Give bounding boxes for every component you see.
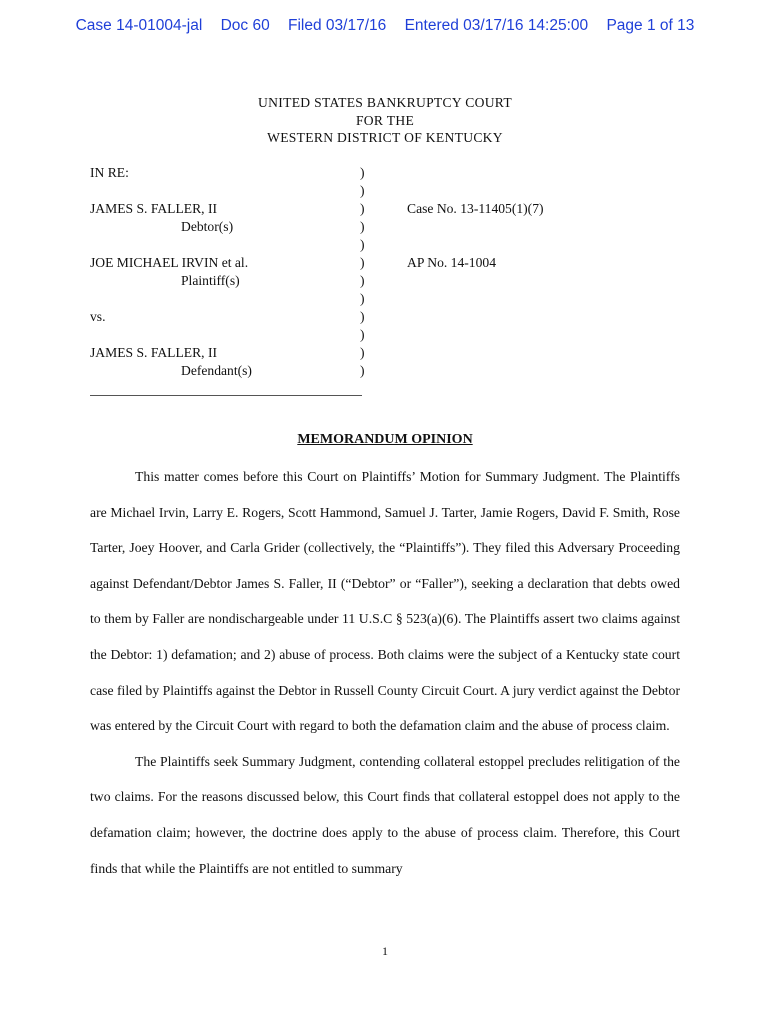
document-title: MEMORANDUM OPINION (297, 432, 473, 447)
caption-paren: ) (360, 255, 365, 270)
caption-paren: ) (360, 201, 365, 216)
caption-row (0, 165, 770, 183)
caption-paren: ) (360, 273, 365, 288)
caption-paren: ) (360, 219, 365, 234)
plaintiff-role: Plaintiff(s) (181, 273, 240, 288)
opinion-body (90, 459, 680, 886)
court-heading (0, 94, 770, 147)
caption-row (0, 273, 770, 291)
filed-date-stamp: Filed 03/17/16 (288, 17, 387, 34)
case-number-stamp: Case 14-01004-jal (75, 17, 203, 34)
body-paragraph: The Plaintiffs seek Summary Judgment, contending collateral estoppel precludes relitigation of the two claims. For the reasons discussed below, this Court finds that collateral estoppel does not apply to the defamation claim; however, the doctrine does apply to the abuse of process claim. Therefore, this Court finds that while the Plaintiffs are not entitled to summary (90, 753, 680, 876)
caption-row (0, 183, 770, 201)
entered-date-stamp: Entered 03/17/16 14:25:00 (404, 17, 589, 34)
court-district: WESTERN DISTRICT OF KENTUCKY (267, 130, 503, 145)
caption-row (0, 201, 770, 219)
body-paragraph: This matter comes before this Court on Plaintiffs’ Motion for Summary Judgment. The Plaintiffs are Michael Irvin, Larry E. Rogers, Scott Hammond, Samuel J. Tarter, Jamie Rogers, David F. Smith, Rose Tarter, Joey Hoover, and Carla Grider (collectively, the “Plaintiffs”). They filed this Adversary Proceeding against Defendant/Debtor James S. Faller, II (“Debtor” or “Faller”), seeking a declaration that debts owed to them by Faller are nondischargeable under 11 U.S.C § 523(a)(6). The Plaintiffs assert two claims against the Debtor: 1) defamation; and 2) abuse of process. Both claims were the subject of a Kentucky state court case filed by Plaintiffs against the Debtor in Russell County Circuit Court. A jury verdict against the Debtor was entered by the Circuit Court with regard to both the defamation claim and the abuse of process claim. (90, 469, 680, 734)
caption-row (0, 345, 770, 363)
case-number: Case No. 13-11405(1)(7) (407, 201, 544, 216)
filing-header (0, 17, 770, 35)
caption-row (0, 327, 770, 345)
caption-row (0, 363, 770, 381)
caption-row (0, 237, 770, 255)
caption-paren: ) (360, 327, 365, 342)
doc-number-stamp: Doc 60 (220, 17, 270, 34)
caption-row (0, 291, 770, 309)
caption-row (0, 255, 770, 273)
caption-divider (90, 395, 362, 396)
caption-paren: ) (360, 237, 365, 252)
in-re-label: IN RE: (90, 165, 129, 180)
caption-paren: ) (360, 165, 365, 180)
debtor-name: JAMES S. FALLER, II (90, 201, 218, 216)
caption-paren: ) (360, 345, 365, 360)
caption-paren: ) (360, 183, 365, 198)
ap-number: AP No. 14-1004 (407, 255, 496, 270)
page-count-stamp: Page 1 of 13 (606, 17, 695, 34)
caption-row (0, 309, 770, 327)
caption-row (0, 219, 770, 237)
page-number: 1 (382, 944, 388, 958)
versus-label: vs. (90, 309, 106, 324)
court-name: UNITED STATES BANKRUPTCY COURT (258, 95, 512, 110)
caption-paren: ) (360, 363, 365, 378)
court-for-the: FOR THE (355, 112, 415, 128)
caption-paren: ) (360, 309, 365, 324)
debtor-role: Debtor(s) (181, 219, 234, 234)
plaintiff-name: JOE MICHAEL IRVIN et al. (90, 255, 249, 270)
defendant-name: JAMES S. FALLER, II (90, 345, 218, 360)
defendant-role: Defendant(s) (181, 363, 252, 378)
caption-paren: ) (360, 291, 365, 306)
